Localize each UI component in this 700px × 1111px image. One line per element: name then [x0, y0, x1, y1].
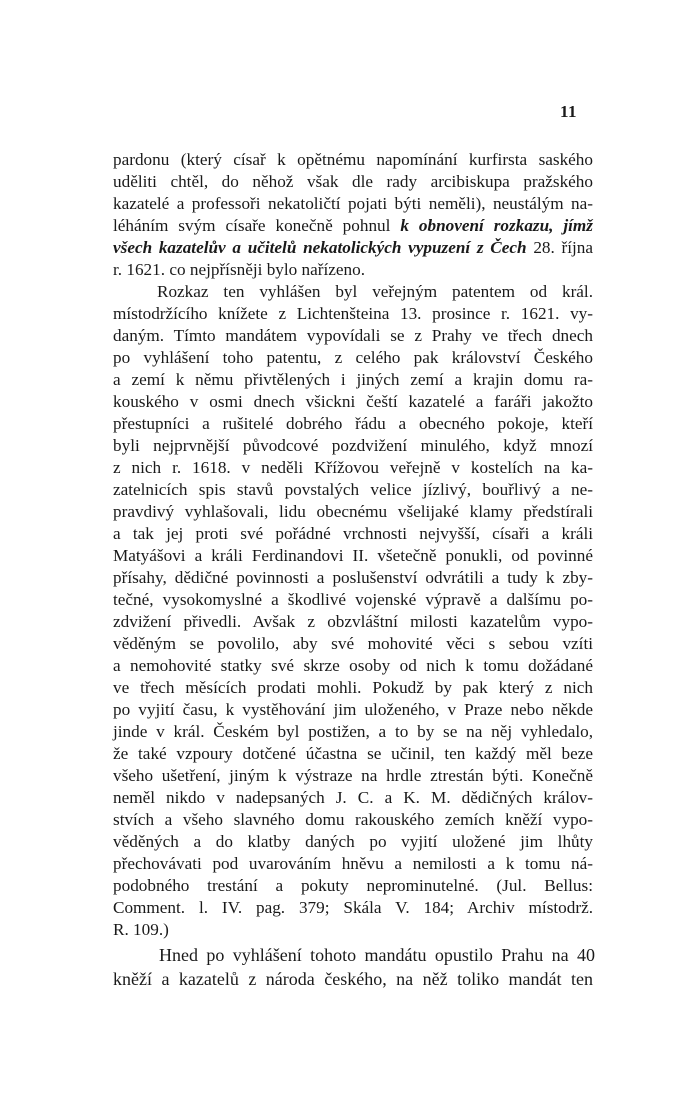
- text-line: byli nejprvnější původcové pozdvižení minulého, když mnozí: [113, 436, 593, 455]
- text-line: Comment. l. IV. pag. 379; Skála V. 184; Archiv místodrž.: [113, 898, 593, 917]
- text-line: přechovávati pod uvarováním hněvu a nemilosti a k tomu ná-: [113, 854, 593, 873]
- text-line: po vyjití času, k vystěhování jim uloženého, v Praze nebo někde: [113, 700, 593, 719]
- text-line: z nich r. 1618. v neděli Křížovou veřejně v kostelích na ka-: [113, 458, 593, 477]
- text-line: věděným se povolilo, aby své mohovité věci s sebou vzíti: [113, 634, 593, 653]
- text-line: uděliti chtěl, do něhož však dle rady arcibiskupa pražského: [113, 172, 593, 191]
- text-line-mixed: [113, 237, 593, 259]
- text-line: a tak jej proti své pořádné vrchnosti nejvyšší, císaři a králi: [113, 524, 593, 543]
- text-line: a nemohovité statky své skrze osoby od nich k tomu dožádané: [113, 656, 593, 675]
- text-line: kněží a kazatelů z národa českého, na něž toliko mandát ten: [113, 969, 593, 989]
- text-line: R. 109.): [113, 920, 169, 939]
- text-line: Rozkaz ten vyhlášen byl veřejným patentem od král.: [157, 282, 593, 301]
- emphasis-text: všech kazatelův a učitelů nekatolických vypuzení z Čech: [113, 238, 527, 257]
- text-line: tečné, vysokomyslné a škodlivé vojenské výpravě a dalšímu po-: [113, 590, 593, 609]
- text-line: stvích a všeho slavného domu rakouského zemích kněží vypo-: [113, 810, 593, 829]
- text-line: podobného trestání a pokuty neprominutelné. (Jul. Bellus:: [113, 876, 593, 895]
- text-line: místodržícího knížete z Lichtenšteina 13. prosince r. 1621. vy-: [113, 304, 593, 323]
- emphasis-text: k obnovení rozkazu, jímž: [400, 216, 593, 235]
- text-line-mixed: [113, 215, 593, 237]
- text-line: neměl nikdo v nadepsaných J. C. a K. M. dědičných králov-: [113, 788, 593, 807]
- text-line: zatelnicích spis stavů povstalých velice jízlivý, bouřlivý a ne-: [113, 480, 593, 499]
- text-line: a zemí k němu přivtělených i jiných zemí a krajin domu ra-: [113, 370, 593, 389]
- text-line: všeho ušetření, jiným k výstraze na hrdle ztrestán býti. Konečně: [113, 766, 593, 785]
- text-line: daným. Tímto mandátem vypovídali se z Prahy ve třech dnech: [113, 326, 593, 345]
- text-segment: 28. října: [533, 238, 594, 257]
- text-line: věděných a do klatby daných po vyjití uložené jim lhůty: [113, 832, 593, 851]
- text-segment: léháním svým císaře konečně pohnul: [113, 216, 391, 235]
- text-line: kouského v osmi dnech všickni čeští kazatelé a faráři jakožto: [113, 392, 593, 411]
- text-line: po vyhlášení toho patentu, z celého pak království Českého: [113, 348, 593, 367]
- text-line: přísahy, dědičné povinnosti a poslušenství odvrátili a tudy k zby-: [113, 568, 593, 587]
- text-line: kazatelé a professoři nekatoličtí pojati býti neměli), neustálým na-: [113, 194, 593, 213]
- text-line: r. 1621. co nejpřísněji bylo nařízeno.: [113, 260, 366, 279]
- text-line: pardonu (který císař k opětnému napomínání kurfirsta saského: [113, 150, 593, 169]
- page-number: 11: [560, 102, 578, 121]
- text-line: přestupníci a rušitelé dobrého řádu a obecného pokoje, kteří: [113, 414, 593, 433]
- text-line: ve třech měsících prodati mohli. Pokudž by pak který z nich: [113, 678, 593, 697]
- text-line: že také vzpoury dotčené účastna se učinil, ten každý měl beze: [113, 744, 593, 763]
- text-line: Hned po vyhlášení tohoto mandátu opustilo Prahu na 40: [159, 945, 595, 965]
- text-line: pravdivý vyhlašovali, lidu obecnému všelijaké klamy předstírali: [113, 502, 593, 521]
- text-line: zdvižení přivedli. Avšak z obzvláštní milosti kazatelům vypo-: [113, 612, 593, 631]
- text-line: jinde v král. Českém byl postižen, a to by se na něj vyhledalo,: [113, 722, 593, 741]
- text-line: Matyášovi a králi Ferdinandovi II. všetečně ponukli, od povinné: [113, 546, 593, 565]
